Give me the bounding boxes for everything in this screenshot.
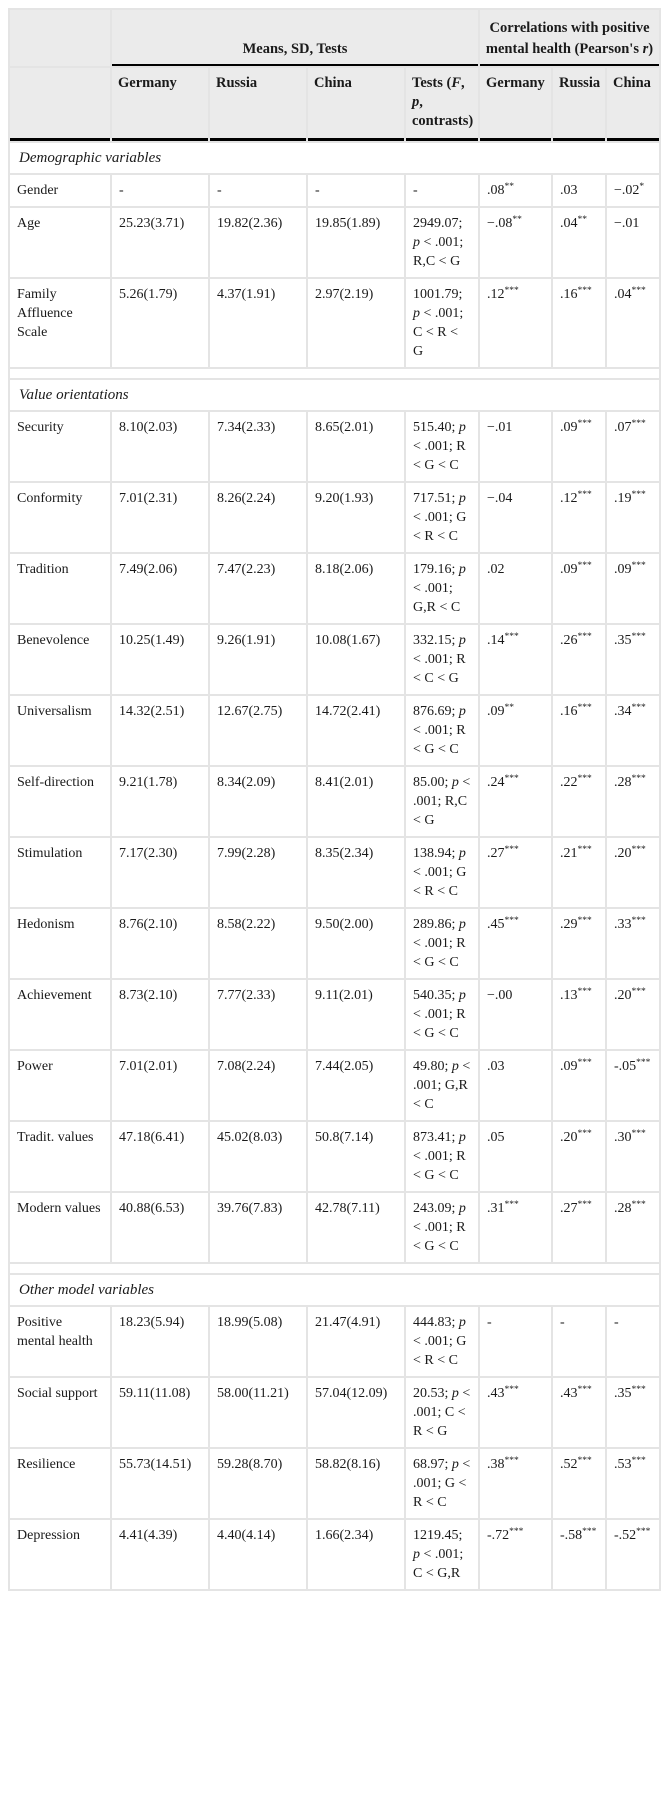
cell-corr-russia: .16*** (553, 279, 605, 367)
cell-mean-china: 14.72(2.41) (308, 696, 404, 765)
cell-mean-russia: - (210, 175, 306, 206)
cell-corr-germany: .02 (480, 554, 551, 623)
cell-variable: Universalism (10, 696, 110, 765)
cell-mean-germany: 25.23(3.71) (112, 208, 208, 277)
section-header-row (10, 143, 659, 173)
cell-mean-russia: 12.67(2.75) (210, 696, 306, 765)
cell-mean-germany: 18.23(5.94) (112, 1307, 208, 1376)
cell-corr-germany: .27*** (480, 838, 551, 907)
table-row (10, 625, 659, 694)
section-title: Demographic variables (10, 143, 659, 173)
table-body (10, 143, 659, 1589)
cell-corr-germany: - (480, 1307, 551, 1376)
cell-corr-china: .20*** (607, 838, 659, 907)
section-header-row (10, 380, 659, 410)
cell-variable: Social support (10, 1378, 110, 1447)
table-row (10, 279, 659, 367)
cell-tests: - (406, 175, 478, 206)
cell-corr-germany: .31*** (480, 1193, 551, 1262)
cell-corr-china: .34*** (607, 696, 659, 765)
spacer-cell (10, 369, 659, 378)
cell-mean-china: 9.20(1.93) (308, 483, 404, 552)
cell-corr-russia: -.58*** (553, 1520, 605, 1589)
section-title: Value orientations (10, 380, 659, 410)
group-header-means: Means, SD, Tests (112, 10, 478, 66)
cell-corr-russia: .09*** (553, 554, 605, 623)
cell-mean-russia: 8.34(2.09) (210, 767, 306, 836)
cell-variable: Power (10, 1051, 110, 1120)
cell-tests: 873.41; p < .001; R < G < C (406, 1122, 478, 1191)
cell-mean-china: 7.44(2.05) (308, 1051, 404, 1120)
cell-mean-russia: 7.47(2.23) (210, 554, 306, 623)
cell-variable: Achievement (10, 980, 110, 1049)
cell-mean-russia: 59.28(8.70) (210, 1449, 306, 1518)
cell-corr-russia: .26*** (553, 625, 605, 694)
cell-variable: Hedonism (10, 909, 110, 978)
table-row (10, 1520, 659, 1589)
cell-mean-russia: 8.58(2.22) (210, 909, 306, 978)
cell-corr-germany: .45*** (480, 909, 551, 978)
cell-variable: Modern values (10, 1193, 110, 1262)
cell-mean-germany: 40.88(6.53) (112, 1193, 208, 1262)
table-header (10, 10, 659, 141)
cell-corr-china: -.52*** (607, 1520, 659, 1589)
cell-variable: Benevolence (10, 625, 110, 694)
cell-mean-germany: 10.25(1.49) (112, 625, 208, 694)
column-header-3: China (308, 68, 404, 141)
group-header-row (10, 10, 659, 66)
cell-corr-germany: .05 (480, 1122, 551, 1191)
cell-mean-russia: 8.26(2.24) (210, 483, 306, 552)
cell-tests: 85.00; p < .001; R,C < G (406, 767, 478, 836)
cell-corr-russia: .12*** (553, 483, 605, 552)
cell-corr-russia: .29*** (553, 909, 605, 978)
column-header-7: China (607, 68, 659, 141)
cell-variable: Depression (10, 1520, 110, 1589)
cell-variable: Resilience (10, 1449, 110, 1518)
cell-mean-russia: 19.82(2.36) (210, 208, 306, 277)
cell-corr-china: .19*** (607, 483, 659, 552)
table-row (10, 909, 659, 978)
cell-tests: 876.69; p < .001; R < G < C (406, 696, 478, 765)
cell-tests: 540.35; p < .001; R < G < C (406, 980, 478, 1049)
cell-mean-germany: 59.11(11.08) (112, 1378, 208, 1447)
cell-mean-germany: 47.18(6.41) (112, 1122, 208, 1191)
table-row (10, 208, 659, 277)
cell-corr-china: .28*** (607, 767, 659, 836)
cell-corr-china: .20*** (607, 980, 659, 1049)
table-row (10, 1307, 659, 1376)
cell-tests: 1219.45; p < .001; C < G,R (406, 1520, 478, 1589)
column-header-2: Russia (210, 68, 306, 141)
cell-mean-china: 2.97(2.19) (308, 279, 404, 367)
cell-corr-russia: - (553, 1307, 605, 1376)
cell-mean-russia: 58.00(11.21) (210, 1378, 306, 1447)
cell-mean-china: - (308, 175, 404, 206)
column-header-6: Russia (553, 68, 605, 141)
cell-tests: 68.97; p < .001; G < R < C (406, 1449, 478, 1518)
cell-mean-china: 9.11(2.01) (308, 980, 404, 1049)
table-row (10, 175, 659, 206)
cell-corr-germany: -.72*** (480, 1520, 551, 1589)
statistics-table (8, 8, 661, 1591)
cell-corr-russia: .27*** (553, 1193, 605, 1262)
cell-tests: 20.53; p < .001; C < R < G (406, 1378, 478, 1447)
cell-corr-china: .04*** (607, 279, 659, 367)
cell-mean-germany: 7.01(2.01) (112, 1051, 208, 1120)
spacer-row (10, 1264, 659, 1273)
cell-corr-china: .07*** (607, 412, 659, 481)
cell-corr-russia: .20*** (553, 1122, 605, 1191)
cell-tests: 515.40; p < .001; R < G < C (406, 412, 478, 481)
cell-mean-china: 58.82(8.16) (308, 1449, 404, 1518)
cell-corr-germany: .14*** (480, 625, 551, 694)
cell-variable: Stimulation (10, 838, 110, 907)
cell-corr-china: .35*** (607, 625, 659, 694)
table-row (10, 1378, 659, 1447)
cell-tests: 179.16; p < .001; G,R < C (406, 554, 478, 623)
cell-mean-china: 8.35(2.34) (308, 838, 404, 907)
cell-corr-germany: .38*** (480, 1449, 551, 1518)
cell-corr-china: .53*** (607, 1449, 659, 1518)
cell-corr-china: .30*** (607, 1122, 659, 1191)
cell-mean-germany: 5.26(1.79) (112, 279, 208, 367)
cell-corr-china: - (607, 1307, 659, 1376)
cell-mean-china: 10.08(1.67) (308, 625, 404, 694)
cell-corr-china: -.05*** (607, 1051, 659, 1120)
column-header-1: Germany (112, 68, 208, 141)
cell-mean-germany: 9.21(1.78) (112, 767, 208, 836)
cell-variable: Conformity (10, 483, 110, 552)
cell-tests: 2949.07; p < .001; R,C < G (406, 208, 478, 277)
cell-tests: 49.80; p < .001; G,R < C (406, 1051, 478, 1120)
cell-mean-germany: - (112, 175, 208, 206)
cell-mean-russia: 7.99(2.28) (210, 838, 306, 907)
table-row (10, 1051, 659, 1120)
cell-mean-china: 8.41(2.01) (308, 767, 404, 836)
table-row (10, 980, 659, 1049)
table-row (10, 767, 659, 836)
cell-corr-russia: .03 (553, 175, 605, 206)
cell-tests: 1001.79; p < .001; C < R < G (406, 279, 478, 367)
cell-corr-germany: .09** (480, 696, 551, 765)
column-header-row (10, 68, 659, 141)
cell-variable: Tradit. values (10, 1122, 110, 1191)
cell-corr-germany: −.00 (480, 980, 551, 1049)
cell-mean-russia: 4.40(4.14) (210, 1520, 306, 1589)
cell-corr-russia: .52*** (553, 1449, 605, 1518)
cell-corr-germany: −.08** (480, 208, 551, 277)
cell-corr-china: −.02* (607, 175, 659, 206)
cell-mean-russia: 45.02(8.03) (210, 1122, 306, 1191)
table-row (10, 1122, 659, 1191)
cell-mean-germany: 8.73(2.10) (112, 980, 208, 1049)
cell-mean-germany: 7.49(2.06) (112, 554, 208, 623)
cell-variable: Tradition (10, 554, 110, 623)
cell-corr-china: .09*** (607, 554, 659, 623)
cell-mean-germany: 55.73(14.51) (112, 1449, 208, 1518)
group-header-correlations: Correlations with positive mental health (Pearson's r) (480, 10, 659, 66)
cell-corr-germany: .08** (480, 175, 551, 206)
section-title: Other model variables (10, 1275, 659, 1305)
cell-mean-germany: 7.01(2.31) (112, 483, 208, 552)
table-row (10, 483, 659, 552)
table-row (10, 1193, 659, 1262)
cell-mean-russia: 7.34(2.33) (210, 412, 306, 481)
cell-mean-china: 19.85(1.89) (308, 208, 404, 277)
cell-corr-germany: .12*** (480, 279, 551, 367)
cell-mean-china: 1.66(2.34) (308, 1520, 404, 1589)
cell-mean-russia: 39.76(7.83) (210, 1193, 306, 1262)
table-row (10, 696, 659, 765)
cell-mean-germany: 8.10(2.03) (112, 412, 208, 481)
cell-corr-russia: .43*** (553, 1378, 605, 1447)
cell-variable: Self-direction (10, 767, 110, 836)
cell-corr-germany: .03 (480, 1051, 551, 1120)
cell-corr-russia: .09*** (553, 412, 605, 481)
cell-corr-russia: .09*** (553, 1051, 605, 1120)
cell-mean-germany: 7.17(2.30) (112, 838, 208, 907)
cell-mean-china: 21.47(4.91) (308, 1307, 404, 1376)
spacer-row (10, 369, 659, 378)
cell-variable: Gender (10, 175, 110, 206)
column-header-4: Tests (F, p, contrasts) (406, 68, 478, 141)
cell-mean-china: 8.18(2.06) (308, 554, 404, 623)
cell-corr-russia: .04** (553, 208, 605, 277)
spacer-cell (10, 1264, 659, 1273)
column-header-0 (10, 68, 110, 141)
cell-corr-china: .35*** (607, 1378, 659, 1447)
cell-corr-russia: .21*** (553, 838, 605, 907)
cell-mean-germany: 14.32(2.51) (112, 696, 208, 765)
cell-mean-china: 9.50(2.00) (308, 909, 404, 978)
cell-corr-russia: .16*** (553, 696, 605, 765)
section-header-row (10, 1275, 659, 1305)
cell-tests: 332.15; p < .001; R < C < G (406, 625, 478, 694)
cell-corr-germany: −.04 (480, 483, 551, 552)
cell-mean-germany: 8.76(2.10) (112, 909, 208, 978)
cell-tests: 289.86; p < .001; R < G < C (406, 909, 478, 978)
cell-corr-china: .33*** (607, 909, 659, 978)
column-header-5: Germany (480, 68, 551, 141)
cell-corr-germany: .24*** (480, 767, 551, 836)
cell-corr-germany: .43*** (480, 1378, 551, 1447)
cell-mean-china: 50.8(7.14) (308, 1122, 404, 1191)
cell-corr-china: −.01 (607, 208, 659, 277)
cell-tests: 243.09; p < .001; R < G < C (406, 1193, 478, 1262)
table-row (10, 838, 659, 907)
corner-cell (10, 10, 110, 66)
table-row (10, 412, 659, 481)
cell-mean-china: 8.65(2.01) (308, 412, 404, 481)
cell-corr-china: .28*** (607, 1193, 659, 1262)
cell-mean-russia: 4.37(1.91) (210, 279, 306, 367)
cell-variable: Family Affluence Scale (10, 279, 110, 367)
cell-mean-russia: 7.08(2.24) (210, 1051, 306, 1120)
cell-mean-russia: 18.99(5.08) (210, 1307, 306, 1376)
cell-tests: 444.83; p < .001; G < R < C (406, 1307, 478, 1376)
cell-variable: Positive mental health (10, 1307, 110, 1376)
cell-tests: 717.51; p < .001; G < R < C (406, 483, 478, 552)
cell-variable: Age (10, 208, 110, 277)
cell-mean-china: 57.04(12.09) (308, 1378, 404, 1447)
cell-tests: 138.94; p < .001; G < R < C (406, 838, 478, 907)
cell-mean-russia: 9.26(1.91) (210, 625, 306, 694)
cell-variable: Security (10, 412, 110, 481)
cell-corr-russia: .13*** (553, 980, 605, 1049)
cell-corr-russia: .22*** (553, 767, 605, 836)
cell-mean-germany: 4.41(4.39) (112, 1520, 208, 1589)
table-row (10, 554, 659, 623)
table-row (10, 1449, 659, 1518)
cell-mean-russia: 7.77(2.33) (210, 980, 306, 1049)
cell-mean-china: 42.78(7.11) (308, 1193, 404, 1262)
cell-corr-germany: −.01 (480, 412, 551, 481)
